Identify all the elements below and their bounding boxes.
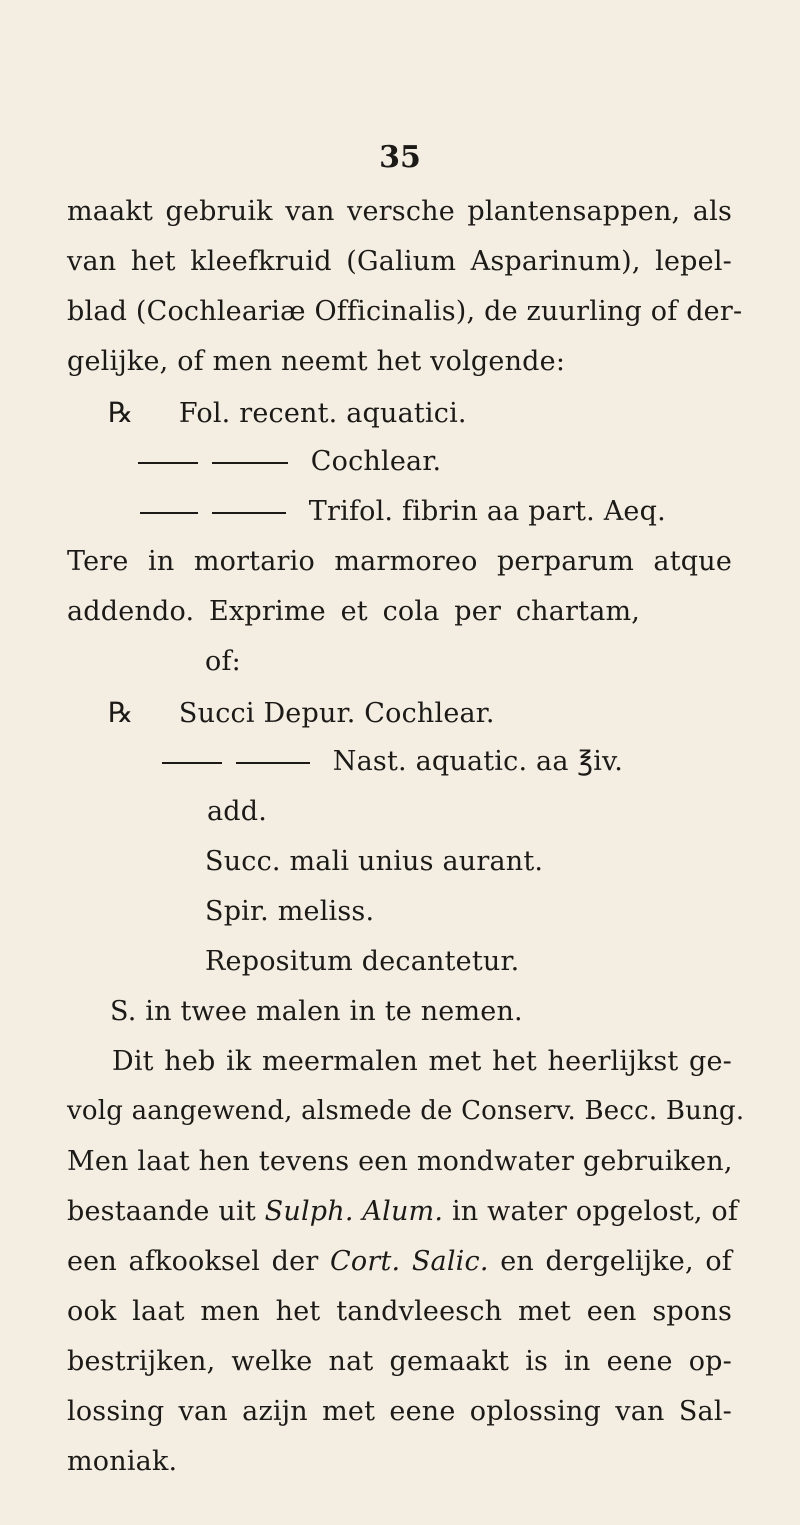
text-line: addendo. Exprime et cola per chartam,	[67, 596, 641, 627]
recipe-ingredient: Succi Depur. Cochlear.	[178, 698, 495, 729]
recipe-line: Repositum decantetur.	[205, 946, 520, 977]
ditto-dash	[162, 762, 222, 764]
text-line: een afkooksel der Cort. Salic. en dergelijke, of	[67, 1246, 732, 1277]
recipe-line: Spir. meliss.	[205, 896, 375, 927]
italic-term: Cort. Salic.	[330, 1246, 489, 1277]
recipe-line	[138, 446, 441, 477]
text-line: bestaande uit Sulph. Alum. in water opgelost, of	[67, 1196, 739, 1227]
recipe-line: Succ. mali unius aurant.	[205, 846, 544, 877]
recipe-line	[108, 696, 495, 729]
text-line: Men laat hen tevens een mondwater gebruiken,	[67, 1146, 733, 1177]
text-line: volg aangewend, alsmede de Conserv. Becc. Bung.	[67, 1096, 745, 1126]
text-line: blad (Cochleariæ Officinalis), de zuurling of der-	[67, 296, 743, 327]
text-line: moniak.	[67, 1446, 178, 1477]
recipe-symbol: ℞	[108, 396, 134, 429]
recipe-line	[140, 496, 666, 527]
text-line: ook laat men het tandvleesch met een spons	[67, 1296, 732, 1327]
recipe-symbol: ℞	[108, 696, 134, 729]
text-line: Dit heb ik meermalen met het heerlijkst ge-	[112, 1046, 732, 1077]
ditto-dash	[138, 462, 198, 464]
recipe-ingredient: Cochlear.	[310, 446, 442, 477]
ditto-dash	[212, 512, 286, 514]
text-line: maakt gebruik van versche plantensappen, als	[67, 196, 732, 227]
text-line: bestrijken, welke nat gemaakt is in eene op-	[67, 1346, 732, 1377]
recipe-line	[108, 396, 467, 429]
ditto-dash	[140, 512, 198, 514]
ditto-dash	[212, 462, 288, 464]
text-line: of:	[205, 646, 241, 677]
recipe-line	[162, 746, 623, 777]
recipe-ingredient: Nast. aquatic. aa ℥iv.	[332, 746, 624, 777]
page-number: 35	[379, 140, 421, 175]
recipe-line: add.	[207, 796, 268, 827]
italic-term: Sulph. Alum.	[264, 1196, 444, 1227]
text-line: gelijke, of men neemt het volgende:	[67, 346, 566, 377]
text-line: Tere in mortario marmoreo perparum atque	[67, 546, 732, 577]
recipe-ingredient: Trifol. fibrin aa part. Aeq.	[308, 496, 666, 527]
recipe-ingredient: Fol. recent. aquatici.	[178, 398, 467, 429]
recipe-signature: S. in twee malen in te nemen.	[110, 996, 523, 1027]
text-line: van het kleefkruid (Galium Asparinum), lepel-	[67, 246, 732, 277]
ditto-dash	[236, 762, 310, 764]
text-line: lossing van azijn met eene oplossing van Sal-	[67, 1396, 732, 1427]
